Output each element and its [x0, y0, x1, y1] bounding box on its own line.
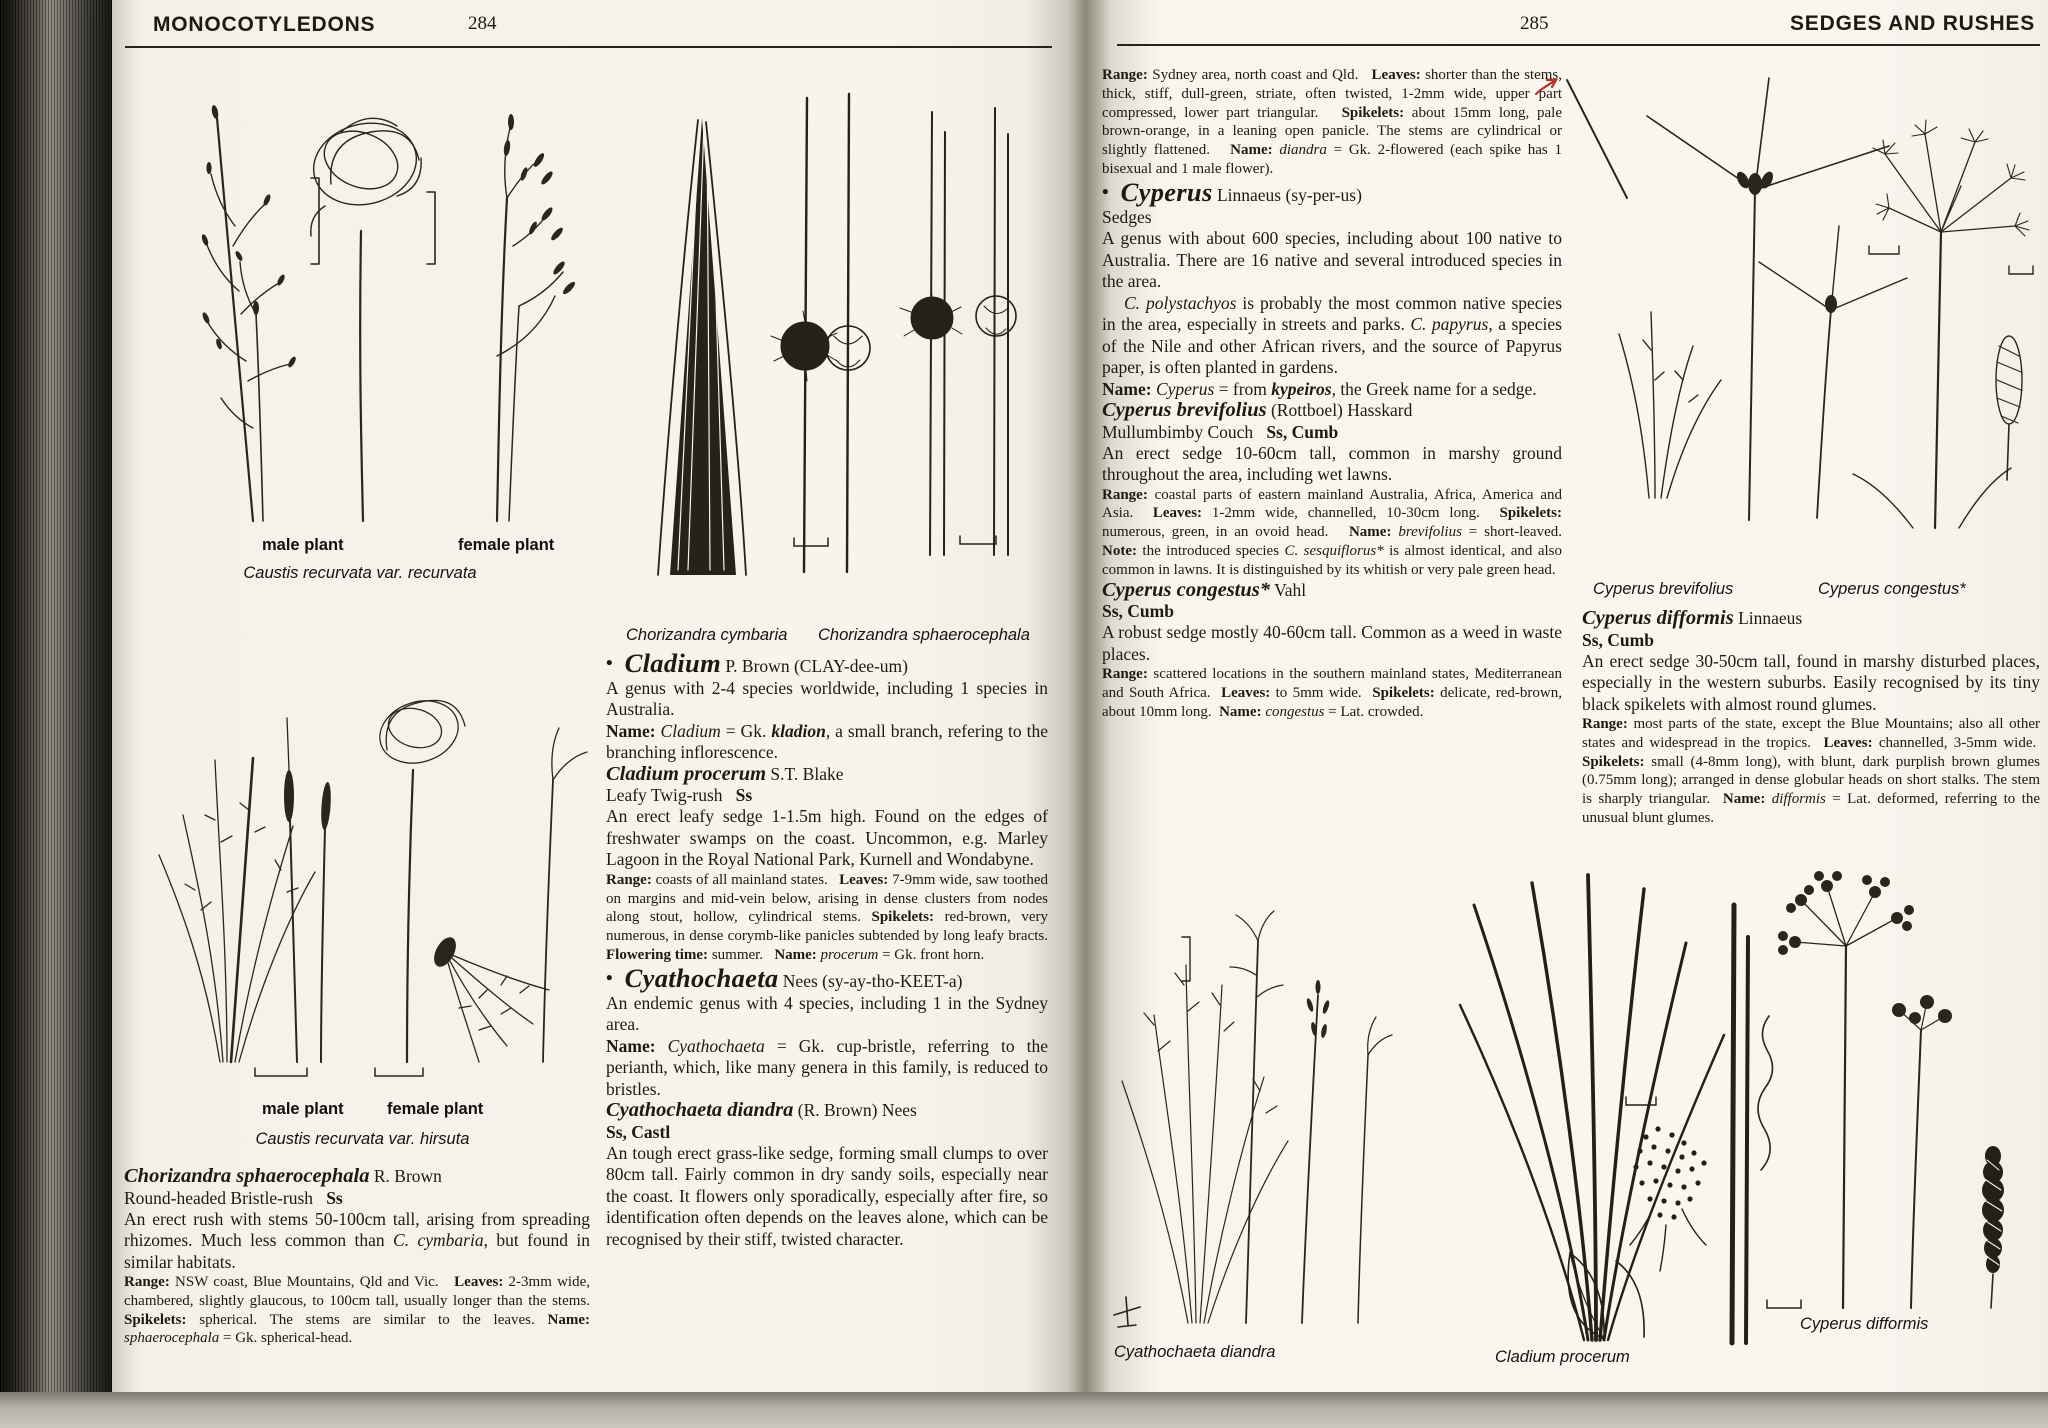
cladium-procerum-description: An erect leafy sedge 1-1.5m high. Found on the edges of freshwater swamps on the coast. Uncommon, e.g. Marley Lagoon in the Royal National Park, Kurnell and Wondabyne.: [606, 806, 1048, 870]
left-page-bottom-column: [124, 1166, 590, 1348]
cyperus-congestus-details: Range: scattered locations in the southern mainland states, Mediterranean and South Africa. Leaves: to 5mm wide. Spikelets: delicate, red-brown, about 10mm long. Name: congestus = Lat. crowded.: [1102, 666, 1562, 720]
cladium-name-note: Name: Cladium = Gk. kladion, a small branch, refering to the branching inflorescence.: [606, 720, 1048, 763]
figure-cyathochaeta-diandra: [1096, 845, 1426, 1361]
cyathochaeta-diandra-illustration: [1096, 845, 1426, 1343]
fig-label-female-plant: female plant: [458, 536, 555, 554]
cyperus-subtitle: Sedges: [1102, 206, 1152, 227]
cyathochaeta-intro: An endemic genus with 4 species, including 1 in the Sydney area.: [606, 992, 1048, 1035]
cyathochaeta-name-note: Name: Cyathochaeta = Gk. cup-bristle, referring to the perianth, which, like many genera in this family, is reduced to bristles.: [606, 1035, 1049, 1099]
species-heading-cladium-procerum: Cladium procerum S.T. Blake: [606, 762, 844, 785]
cyperus-congestus-description: A robust sedge mostly 40-60cm tall. Common as a weed in waste places.: [1102, 622, 1562, 664]
left-page-number: 284: [468, 13, 497, 34]
cyathochaeta-diandra-codes: Ss, Castl: [606, 1121, 671, 1142]
left-header-rule: [125, 46, 1052, 48]
cyperus-difformis-illustration: [1725, 860, 2045, 1315]
cyperus-name-note: Name: Cyperus = from kypeiros, the Greek name for a sedge.: [1102, 378, 1537, 399]
fig-label-male-plant: male plant: [262, 536, 344, 554]
genus-heading-cladium: • Cladium P. Brown (CLAY-dee-um): [606, 648, 908, 678]
chorizandra-sphaerocephala-details: Range: NSW coast, Blue Mountains, Qld and Vic. Leaves: 2-3mm wide, chambered, slightly glaucous, to 100cm tall, usually longer than the stems. Spikelets: spherical. The stems are similar to the leaves. Name: sphaerocephala = Gk. spherical-head.: [124, 1274, 590, 1347]
cyperus-brevifolius-congestus-illustration: [1563, 50, 2043, 555]
cyperus-difformis-description: An erect sedge 30-50cm tall, found in marshy disturbed places, especially in the western suburbs. Easily recognised by its tiny black spikelets with almost round glumes.: [1582, 650, 2040, 714]
chorizandra-illustration: [598, 50, 1053, 595]
species-heading-cyperus-brevifolius: Cyperus brevifolius (Rottboel) Hasskard: [1102, 399, 1413, 422]
left-page-right-column: [606, 650, 1048, 1250]
figure-caustis-recurvata: [135, 56, 585, 582]
cladium-procerum-illustration: [1420, 845, 1755, 1347]
book-page-edges: [0, 0, 112, 1392]
cladium-procerum-details: Range: coasts of all mainland states. Leaves: 7-9mm wide, saw toothed on margins and mid-vein below, arising in dense clusters from nodes along stout, hollow, cylindrical stems. Spikelets: red-brown, very numerous, in dense corymb-like panicles subtended by long leafy bracts. Flowering time: summer. Name: procerum = Gk. front horn.: [606, 871, 1048, 964]
figure-cyperus-top: [1563, 50, 2043, 598]
right-running-head: SEDGES AND RUSHES: [1790, 12, 2036, 35]
fig-caption-cyperus-difformis: Cyperus difformis: [1800, 1315, 1929, 1333]
right-page-left-column: [1102, 66, 1562, 722]
red-pen-mark-icon: [1534, 78, 1558, 98]
fig-label-female-plant: female plant: [387, 1100, 484, 1118]
right-page-right-column: [1582, 608, 2040, 828]
right-page-number: 285: [1520, 13, 1549, 34]
chorizandra-sphaerocephala-description: An erect rush with stems 50-100cm tall, arising from spreading rhizomes. Much less common than C. cymbaria, but found in similar habitats.: [124, 1208, 590, 1272]
species-heading-cyperus-difformis: Cyperus difformis Linnaeus: [1582, 607, 1803, 629]
fig-caption-caustis-hirsuta: Caustis recurvata var. hirsuta: [255, 1130, 470, 1148]
right-header-rule: [1117, 44, 2040, 46]
figure-caustis-hirsuta: [135, 610, 590, 1148]
fig-caption-cladium-procerum: Cladium procerum: [1495, 1348, 1630, 1366]
cyperus-difformis-details: Range: most parts of the state, except the Blue Mountains; also all other states and widespread in the tropics. Leaves: channelled, 3-5mm wide. Spikelets: small (4-8mm long), with blunt, dark purplish brown glumes (0.75mm long); arranged in dense globular heads on short stalks. The stem is sharply triangular. Name: difformis = Lat. deformed, referring to the unusual blunt glumes.: [1582, 716, 2040, 826]
species-heading-cyathochaeta-diandra: Cyathochaeta diandra (R. Brown) Nees: [606, 1099, 917, 1122]
fig-caption-chorizandra-sphaerocephala: Chorizandra sphaerocephala: [818, 626, 1030, 644]
genus-heading-cyathochaeta: • Cyathochaeta Nees (sy-ay-tho-KEET-a): [606, 962, 963, 993]
cyperus-brevifolius-description: An erect sedge 10-60cm tall, common in marshy ground throughout the area, including wet lawns.: [1102, 442, 1562, 485]
fig-caption-cyperus-brevifolius: Cyperus brevifolius: [1593, 580, 1734, 598]
fig-caption-cyperus-congestus: Cyperus congestus*: [1818, 580, 1966, 598]
cyperus-intro: A genus with about 600 species, including about 100 native to Australia. There are 16 native and several introduced species in the area.: [1102, 228, 1562, 292]
genus-heading-cyperus: • Cyperus Linnaeus (sy-per-us): [1102, 176, 1362, 207]
cyperus-congestus-codes: Ss, Cumb: [1102, 601, 1174, 622]
fig-caption-chorizandra-cymbaria: Chorizandra cymbaria: [626, 626, 788, 644]
cyperus-brevifolius-common-name: Mullumbimby Couch Ss, Cumb: [1102, 421, 1339, 442]
species-heading-chorizandra-sphaerocephala: Chorizandra sphaerocephala R. Brown: [124, 1165, 442, 1187]
caustis-recurvata-illustration: [135, 56, 585, 531]
species-heading-cyperus-congestus: Cyperus congestus* Vahl: [1102, 578, 1307, 601]
cladium-procerum-common-name: Leafy Twig-rush Ss: [606, 785, 753, 806]
figure-cladium-procerum: [1420, 845, 1755, 1366]
table-surface: [0, 1392, 2048, 1428]
fig-caption-caustis-recurvata: Caustis recurvata var. recurvata: [243, 564, 477, 582]
cyperus-intro-2: C. polystachyos is probably the most common native species in the area, especially in streets and parks. C. papyrus, a species of the Nile and other African rivers, and the source of Papyrus paper, is often planted in gardens.: [1102, 292, 1563, 378]
figure-chorizandra: [598, 50, 1053, 644]
fig-caption-cyathochaeta-diandra: Cyathochaeta diandra: [1114, 1343, 1276, 1361]
figure-cyperus-difformis: [1725, 860, 2045, 1333]
chorizandra-sphaerocephala-common-name: Round-headed Bristle-rush Ss: [124, 1187, 343, 1208]
cyperus-difformis-codes: Ss, Cumb: [1582, 629, 1654, 650]
cladium-intro: A genus with 2-4 species worldwide, including 1 species in Australia.: [606, 677, 1048, 720]
fig-label-male-plant: male plant: [262, 1100, 344, 1118]
cyathochaeta-diandra-details-continued: Range: Sydney area, north coast and Qld. Leaves: shorter than the stems, thick, stiff, dull-green, striate, often twisted, 1-2mm wide, upper part compressed, lower part triangular. Spikelets: about 15mm long, pale brown-orange, in a leaning open panicle. The stems are cylindrical or slightly flattened. Name: diandra = Gk. 2-flowered (each spike has 1 bisexual and 1 male flower).: [1102, 67, 1563, 177]
cyathochaeta-diandra-description: An tough erect grass-like sedge, forming small clumps to over 80cm tall. Fairly common in dry sandy soils, especially near the coast. It flowers only sporadically, especially after fire, so identification often depends on the leaves alone, which can be recognised by their stiff, twisted character.: [606, 1142, 1048, 1249]
caustis-hirsuta-illustration: [135, 610, 590, 1095]
left-running-head: MONOCOTYLEDONS: [153, 13, 376, 36]
cyperus-brevifolius-details: Range: coastal parts of eastern mainland Australia, Africa, America and Asia. Leaves: 1-2mm wide, channelled, 10-30cm long. Spikelets: numerous, green, in an ovoid head. Name: brevifolius = short-leaved. Note: the introduced species C. sesquiflorus* is almost identical, and also common in lawns. It is distinguished by its whitish or very pale green head.: [1102, 486, 1563, 578]
